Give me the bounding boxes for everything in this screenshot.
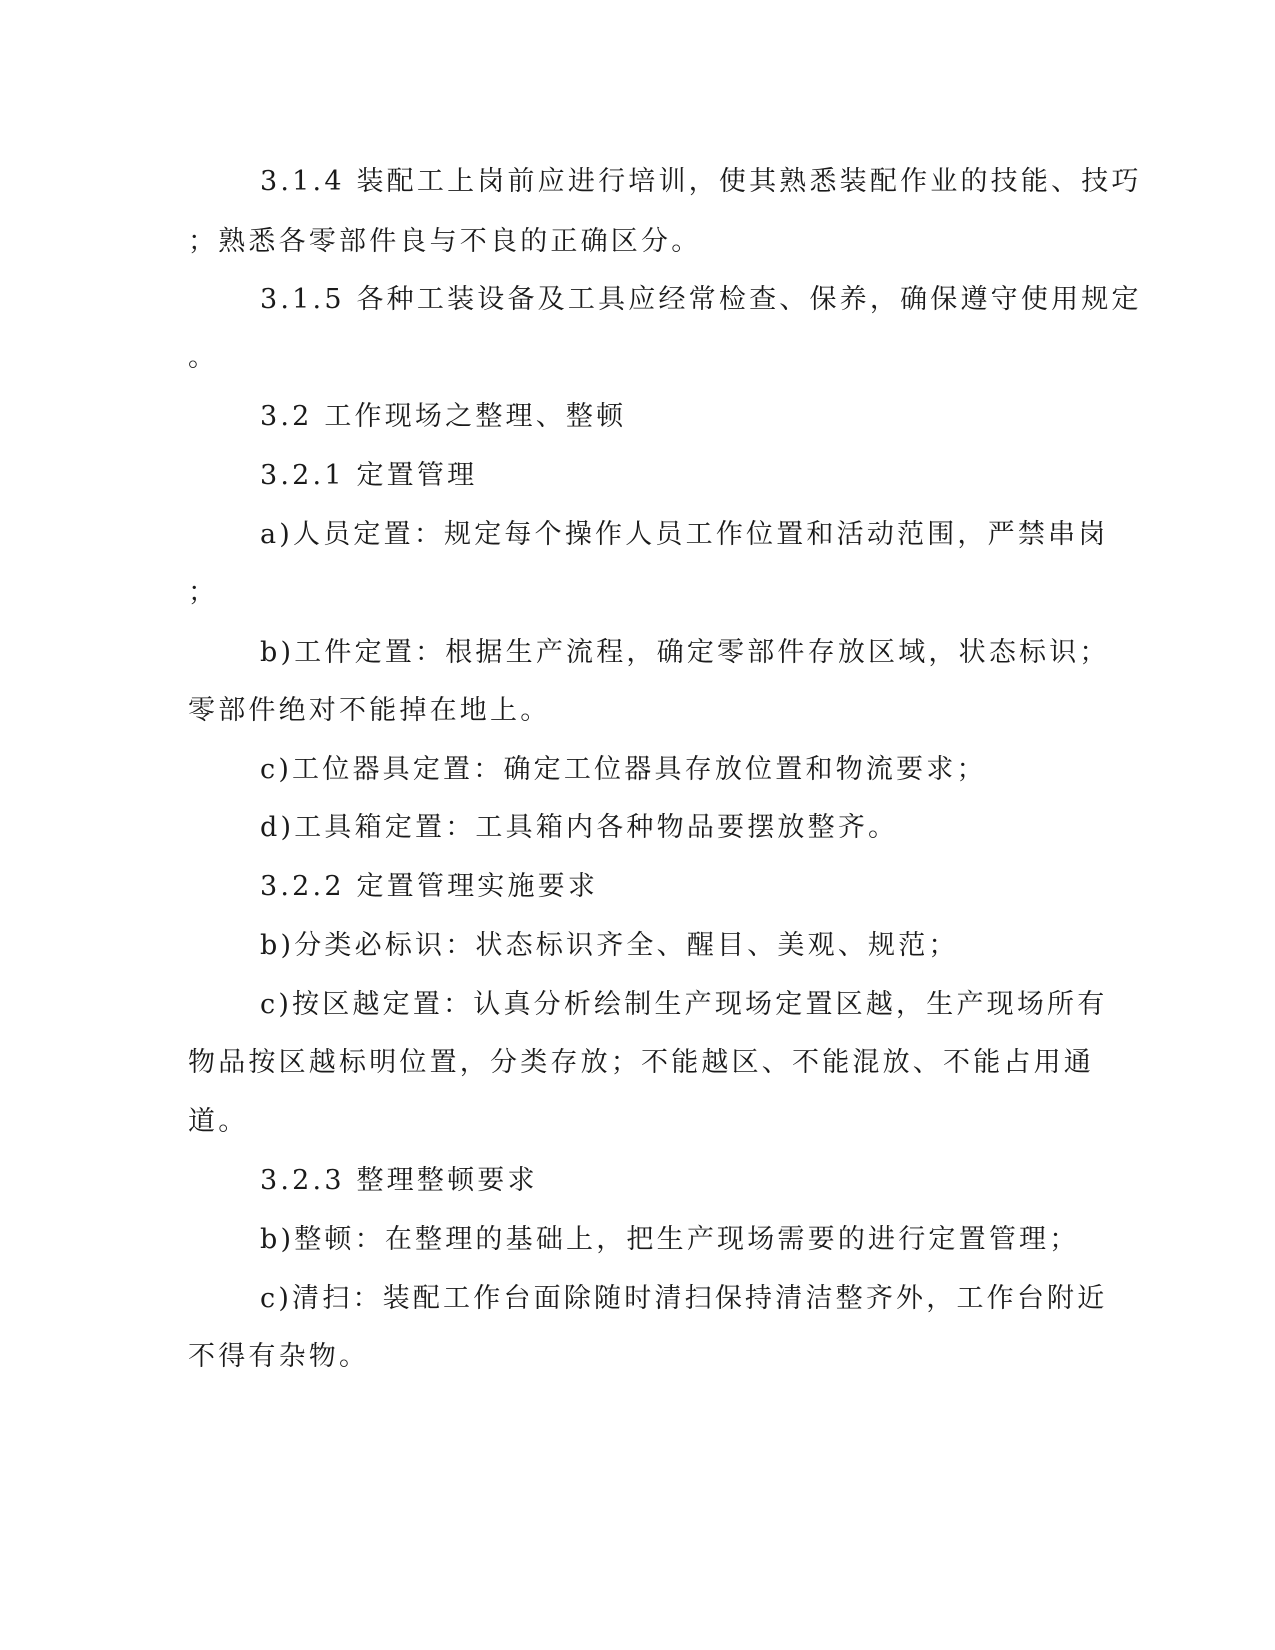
heading-3-2: 3.2 工作现场之整理、整顿: [260, 401, 627, 432]
heading-3-2-2: 3.2.2 定置管理实施要求: [260, 871, 599, 902]
line-3-1-4-cont: ；熟悉各零部件良与不良的正确区分。: [188, 226, 702, 257]
line-3-2-1-c: c)工位器具定置：确定工位器具存放位置和物流要求；: [260, 754, 987, 785]
line-3-2-2-c: c)按区越定置：认真分析绘制生产现场定置区越，生产现场所有: [260, 989, 1108, 1020]
line-3-2-3-b: b)整顿：在整理的基础上，把生产现场需要的进行定置管理；: [260, 1224, 1080, 1255]
line-3-2-3-c-cont: 不得有杂物。: [188, 1341, 370, 1372]
line-3-2-2-c-cont-2: 道。: [188, 1106, 249, 1137]
line-3-1-5: 3.1.5 各种工装设备及工具应经常检查、保养，确保遵守使用规定: [260, 284, 1142, 315]
line-3-2-3-c: c)清扫：装配工作台面除随时清扫保持清洁整齐外，工作台附近: [260, 1283, 1108, 1314]
line-3-2-1-b: b)工件定置：根据生产流程，确定零部件存放区域，状态标识；: [260, 637, 1110, 668]
heading-3-2-3: 3.2.3 整理整顿要求: [260, 1165, 538, 1196]
heading-3-2-1: 3.2.1 定置管理: [260, 460, 478, 491]
line-3-2-2-c-cont-1: 物品按区越标明位置，分类存放；不能越区、不能混放、不能占用通: [188, 1047, 1094, 1078]
line-3-2-1-a: a)人员定置：规定每个操作人员工作位置和活动范围，严禁串岗: [260, 519, 1109, 550]
line-3-2-2-b: b)分类必标识：状态标识齐全、醒目、美观、规范；: [260, 930, 959, 961]
line-3-2-1-d: d)工具箱定置：工具箱内各种物品要摆放整齐。: [260, 812, 899, 843]
line-3-2-1-b-cont: 零部件绝对不能掉在地上。: [188, 695, 551, 726]
line-3-1-4: 3.1.4 装配工上岗前应进行培训，使其熟悉装配作业的技能、技巧: [260, 166, 1142, 197]
line-3-1-5-cont: 。: [188, 342, 219, 373]
line-3-2-1-a-cont: ；: [188, 577, 219, 608]
